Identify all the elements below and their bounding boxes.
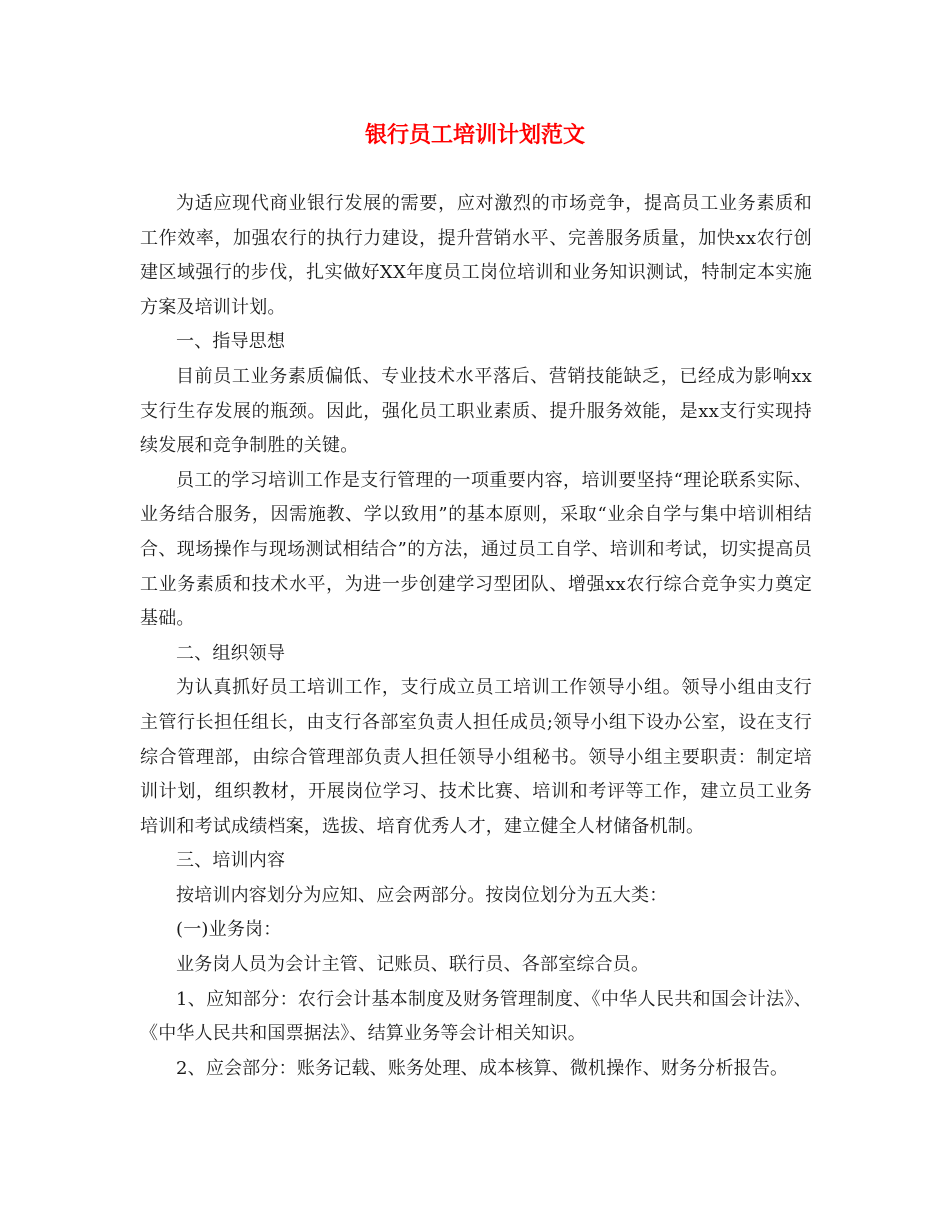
section-heading-training-content: 三、培训内容 [176, 850, 286, 872]
paragraph: 按培训内容划分为应知、应会两部分。按岗位划分为五大类： [176, 884, 668, 906]
subsection-heading: (一)业务岗： [176, 919, 282, 941]
document-body [140, 187, 812, 1086]
section-heading-organization: 二、组织领导 [176, 642, 286, 664]
intro-paragraph: 为适应现代商业银行发展的需要，应对激烈的市场竞争，提高员工业务素质和工作效率，加强农行的执行力建设，提升营销水平、完善服务质量，加快xx农行创建区域强行的步伐，扎实做好XX年度员工岗位培训和业务知识测试，特制定本实施方案及培训计划。 [140, 193, 812, 318]
list-item: 2、应会部分：账务记载、账务处理、成本核算、微机操作、财务分析报告。 [176, 1057, 789, 1079]
document-title: 银行员工培训计划范文 [364, 122, 585, 148]
paragraph: 业务岗人员为会计主管、记账员、联行员、各部室综合员。 [176, 954, 650, 976]
paragraph: 为认真抓好员工培训工作，支行成立员工培训工作领导小组。领导小组由支行主管行长担任组长，由支行各部室负责人担任成员;领导小组下设办公室，设在支行综合管理部，由综合管理部负责人担任领导小组秘书。领导小组主要职责：制定培训计划，组织教材，开展岗位学习、技术比赛、培训和考评等工作，建立员工业务培训和考试成绩档案，选拔、培育优秀人才，建立健全人材储备机制。 [140, 677, 812, 837]
paragraph: 员工的学习培训工作是支行管理的一项重要内容，培训要坚持“理论联系实际、业务结合服务，因需施教、学以致用”的基本原则，采取“业余自学与集中培训相结合、现场操作与现场测试相结合”的方法，通过员工自学、培训和考试，切实提高员工业务素质和技术水平，为进一步创建学习型团队、增强xx农行综合竞争实力奠定基础。 [140, 469, 812, 630]
section-heading-guiding-ideology: 一、指导思想 [176, 331, 286, 353]
paragraph: 目前员工业务素质偏低、专业技术水平落后、营销技能缺乏，已经成为影响xx支行生存发展的瓶颈。因此，强化员工职业素质、提升服务效能，是xx支行实现持续发展和竞争制胜的关键。 [140, 365, 812, 457]
list-item: 1、应知部分：农行会计基本制度及财务管理制度、《中华人民共和国会计法》、《中华人民共和国票据法》、结算业务等会计相关知识。 [140, 988, 812, 1045]
